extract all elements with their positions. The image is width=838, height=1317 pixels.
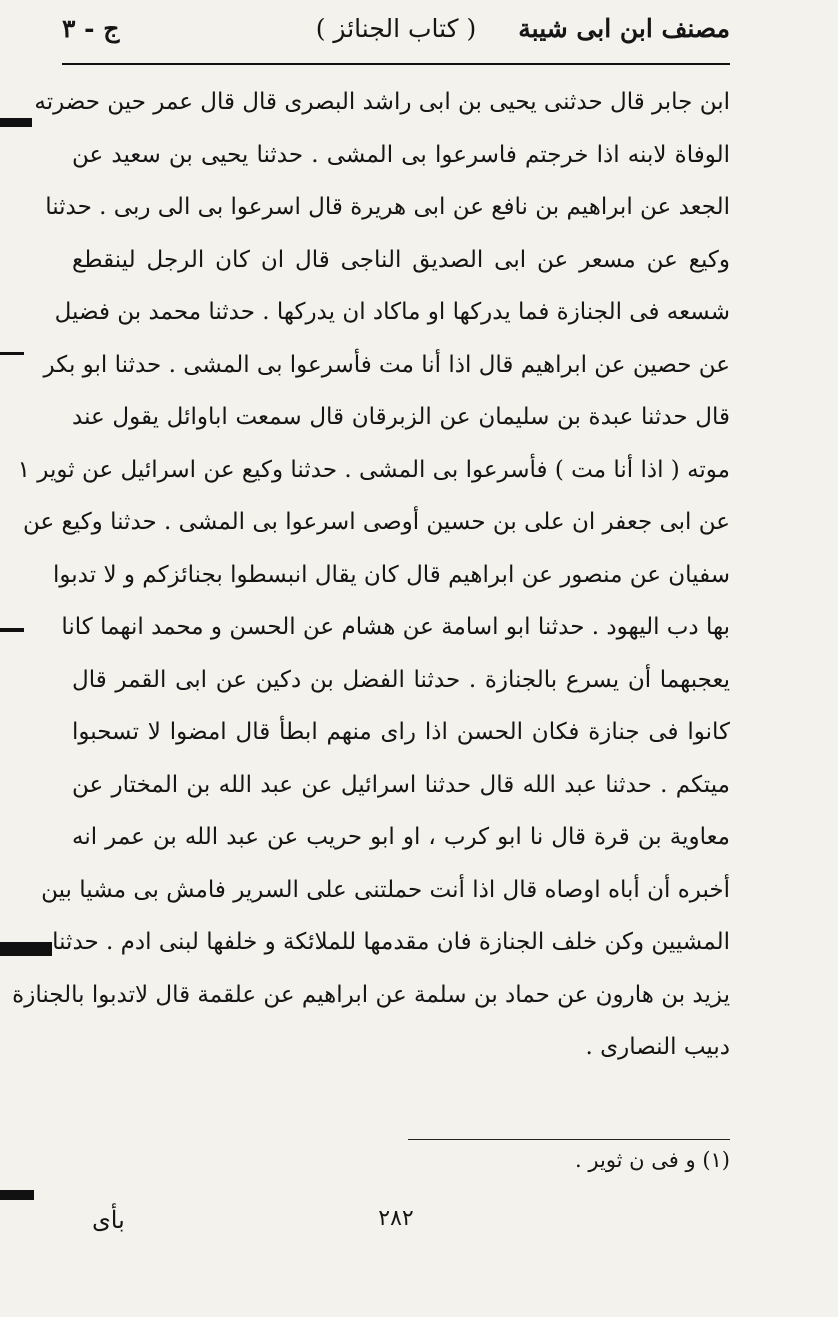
scan-margin-mark (0, 118, 32, 127)
text-line: موته ( اذا أنا مت ) فأسرعوا بی المشی . حدثنا وکیع عن اسرائیل عن ثویر ١ (17, 456, 730, 483)
text-body (12, 76, 730, 1074)
chapter-title: ( كتاب الجنائز ) (315, 14, 477, 43)
text-line: میتکم . حدثنا عبد الله قال حدثنا اسرائیل عن عبد الله بن المختار عن (72, 771, 730, 798)
scan-margin-mark (0, 942, 52, 956)
text-line: دبیب النصاری . (585, 1034, 730, 1060)
scan-margin-mark (0, 628, 24, 632)
text-line: سفیان عن منصور عن ابراهیم قال کان یقال انبسطوا بجنائزکم و لا تدبوا (52, 561, 730, 588)
header-rule (62, 63, 730, 65)
text-line: عن حصین عن ابراهیم قال اذا أنا مت فأسرعوا بی المشی . حدثنا ابو بکر (43, 351, 730, 378)
book-title: مصنف ابن ابی شیبة (518, 14, 730, 43)
text-line: الجعد عن ابراهیم بن نافع عن ابی هریرة قال اسرعوا بی الی ربی . حدثنا (45, 194, 730, 220)
text-line: المشیین وکن خلف الجنازة فان مقدمها للملائکة و خلفها لبنی ادم . حدثنا (52, 929, 730, 955)
page-footer (62, 1206, 730, 1242)
page-number: ٢٨٢ (378, 1206, 414, 1231)
text-line: شسعه فی الجنازة فما یدرکها او ماکاد ان یدرکها . حدثنا محمد بن فضیل (54, 299, 730, 325)
text-line: یزید بن هارون عن حماد بن سلمة عن ابراهیم عن علقمة قال لاتدبوا بالجنازة (12, 981, 730, 1008)
footnote: (١) و فی ن ثویر . (575, 1148, 730, 1172)
scan-margin-mark (0, 352, 24, 355)
text-line: أخبره أن أباه اوصاه قال اذا أنت حملتنی علی السریر فامش بی مشیا بین (41, 876, 730, 903)
scan-margin-mark (0, 1190, 34, 1200)
text-line: قال حدثنا عبدة بن سلیمان عن الزبرقان قال سمعت اباوائل یقول عند (72, 404, 730, 430)
text-line: کانوا فی جنازة فکان الحسن اذا رای منهم ابطأ قال امضوا لا تسحبوا (72, 719, 730, 745)
text-line: الوفاة لابنه اذا خرجتم فاسرعوا بی المشی . حدثنا یحیی بن سعید عن (72, 141, 730, 168)
page-header (62, 14, 730, 58)
text-line: بها دب الیهود . حدثنا ابو اسامة عن هشام عن الحسن و محمد انهما کانا (61, 614, 730, 640)
footnote-rule (408, 1139, 730, 1140)
text-line: ابن جابر قال حدثنی یحیی بن ابی راشد البصری قال قال عمر حین حضرته (34, 89, 730, 115)
signature-mark: بأی (92, 1206, 125, 1234)
text-line: معاویة بن قرة قال نا ابو کرب ، او ابو حریب عن عبد الله بن عمر انه (72, 824, 730, 850)
text-line: وکیع عن مسعر عن ابی الصدیق الناجی قال ان کان الرجل لینقطع (72, 246, 730, 273)
text-line: یعجبهما أن یسرع بالجنازة . حدثنا الفضل بن دکین عن ابی القمر قال (72, 666, 730, 693)
volume-label: ج - ٣ (62, 14, 120, 43)
text-line: عن ابی جعفر ان علی بن حسین أوصی اسرعوا بی المشی . حدثنا وکیع عن (23, 509, 730, 535)
